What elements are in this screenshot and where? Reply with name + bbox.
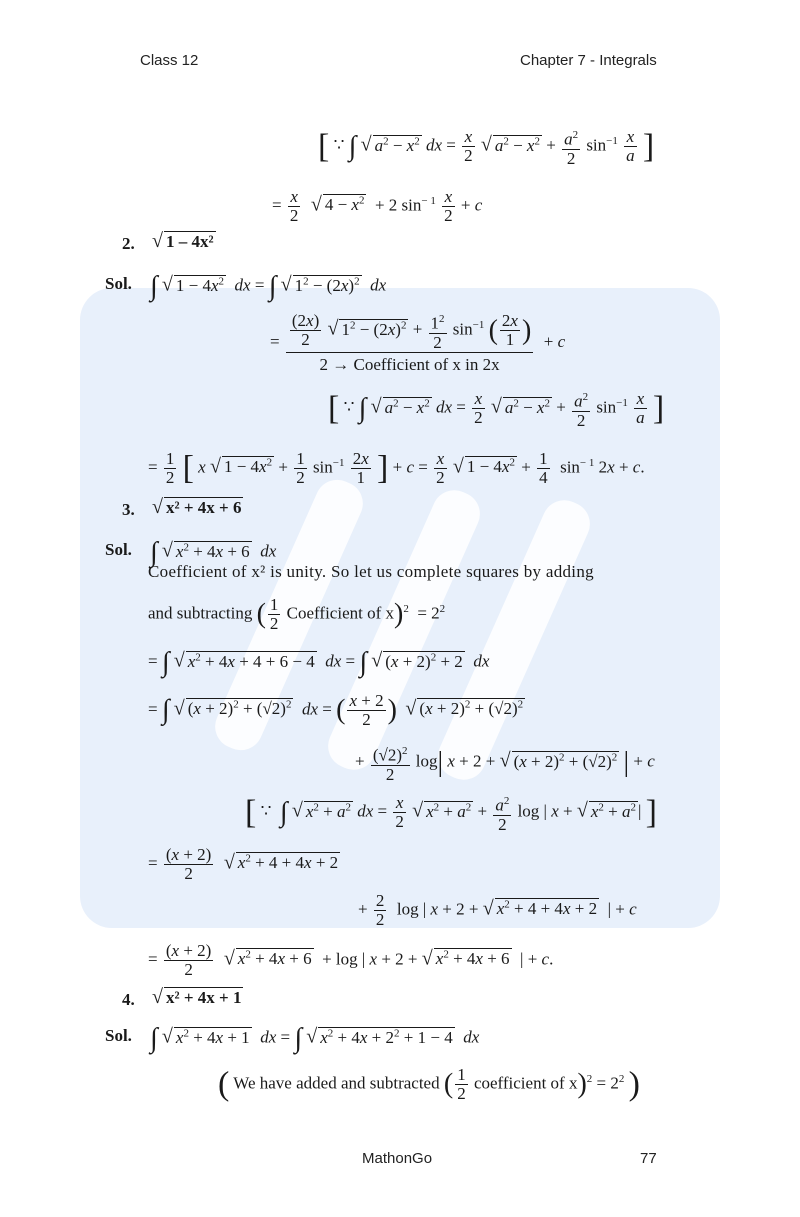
question-3-expr: √ x² + 4x + 6 [152, 496, 242, 518]
result-line-1: = $\frac{x}{2}$ √ $4 - x^2 + 2$ $\sin^{- 1}$ $\frac{x}{2}$ + c [272, 187, 483, 225]
solution-2-line-1: ∫ √ $1 - 4x^2$ dx = ∫ √ $1^2 - (2x)^2$ dx [150, 270, 387, 302]
solution-2-line-2: = $\frac{(2x)}{2}$ √ $1^2 - (2x)^2$ + $\frac{1^2}{2}$ $\sin^{-1}$ ( $\frac{2x}{1}$ ) 2 → Coefficient of x in 2x + c [270, 310, 565, 377]
question-4-expr: √ x² + 4x + 1 [152, 986, 242, 1008]
solution-2-result: = $\frac{1}{2}$ [ x √ $1 - 4x^2$ + $\frac{1}{2}$ $\sin^{-1}$ $\frac{2x}{1}$ ] + c = $\frac{x}{2}$ √ $1 - 4x^2$ + $\frac{1}{4}$ $\sin^{- 1} 2x + c$. [148, 449, 645, 487]
header-chapter: Chapter 7 - Integrals [520, 52, 657, 69]
solution-3-line-1: ∫ √ $x^2 + 4x + 6$ dx [150, 536, 277, 568]
question-3-radicand: x² + 4x + 6 [165, 498, 242, 517]
coefficient-of-x-text: coefficient of x [473, 1073, 578, 1093]
we-have-added-text: We have added and subtracted [233, 1073, 440, 1093]
solution-4-note: ( We have added and subtracted ( $\frac{1}{2}$ coefficient of $x)^2 = 2^2$ ) [218, 1065, 640, 1103]
formula-bracket-3: [ ∵ ∫ √ $x^2 + a^2$ dx = $\frac{x}{2}$ √ $x^2 + a^2$ + $\frac{a^2}{2}$ log | x + √ $x^2 + a^2$ | ] [245, 793, 657, 834]
solution-3-text-1: Coefficient of x² is unity. So let us complete squares by adding [148, 562, 594, 581]
solution-3-line-6: = $\frac{(x + 2)}{2}$ √ $x^2 + 4 + 4x + 2$ [148, 845, 339, 883]
question-2-number: 2. [122, 234, 135, 253]
footer-page-number: 77 [640, 1150, 657, 1167]
solution-3-line-2: and subtracting ( $\frac{1}{2}$ Coefficient of $x)^2 = 2^2$ [148, 595, 446, 633]
question-4-radicand: x² + 4x + 1 [165, 988, 242, 1007]
question-3-number: 3. [122, 500, 135, 519]
solution-4-label: Sol. [105, 1026, 132, 1045]
solution-3-line-4: = ∫ √ $(x + 2)^2 + (√2)^2$ dx = ( $\frac{x + 2}{2}$ ) √ $(x + 2)^2 + (√2)^2$ [148, 691, 524, 729]
question-2-expr: √ 1 – 4x² [152, 230, 214, 252]
header-class: Class 12 [140, 52, 199, 69]
solution-3-label: Sol. [105, 540, 132, 559]
solution-3-line-7: + $\frac{2}{2}$ log | x + 2 + √ $x^2 + 4 + 4x + 2$ | + c [358, 891, 637, 929]
formula-bracket-1: [ ∵ ∫ √ $a^2 - x^2$ dx = $\frac{x}{2}$ √ $a^2 - x^2$ + $\frac{a^2}{2}$ $\sin^{-1}$ $\frac{x}{a}$ ] [318, 127, 655, 168]
question-2-radicand: 1 – 4x² [165, 232, 214, 251]
coefficient-text: 2 → Coefficient of x in 2x [319, 354, 500, 374]
solution-2-label: Sol. [105, 274, 132, 293]
solution-3-line-5: + $\frac{(√2)^2}{2}$ log| x + 2 + √ $(x + 2)^2 + (√2)^2$ | + c [355, 742, 655, 784]
coeff-of-x-text: Coefficient of x [286, 603, 394, 623]
solution-4-line-1: ∫ √ $x^2 + 4x + 1$ dx = ∫ √ $x^2 + 4x + 2^2 + 1 - 4$ dx [150, 1022, 480, 1054]
solution-3-line-3: = ∫ √ $x^2 + 4x + 4 + 6 - 4$ dx = ∫ √ $(x + 2)^2 + 2$ dx [148, 646, 490, 678]
and-subtracting-text: and subtracting [148, 603, 253, 623]
footer-brand: MathonGo [362, 1150, 433, 1167]
formula-bracket-2: [ ∵ ∫ √ $a^2 - x^2$ dx = $\frac{x}{2}$ √ $a^2 - x^2$ + $\frac{a^2}{2}$ $\sin^{-1}$ $\frac{x}{a}$ ] [328, 389, 665, 430]
solution-3-result: = $\frac{(x + 2)}{2}$ √ $x^2 + 4x + 6 + \log$ | x + 2 + √ $x^2 + 4x + 6$ | + c. [148, 941, 554, 979]
question-4-number: 4. [122, 990, 135, 1009]
